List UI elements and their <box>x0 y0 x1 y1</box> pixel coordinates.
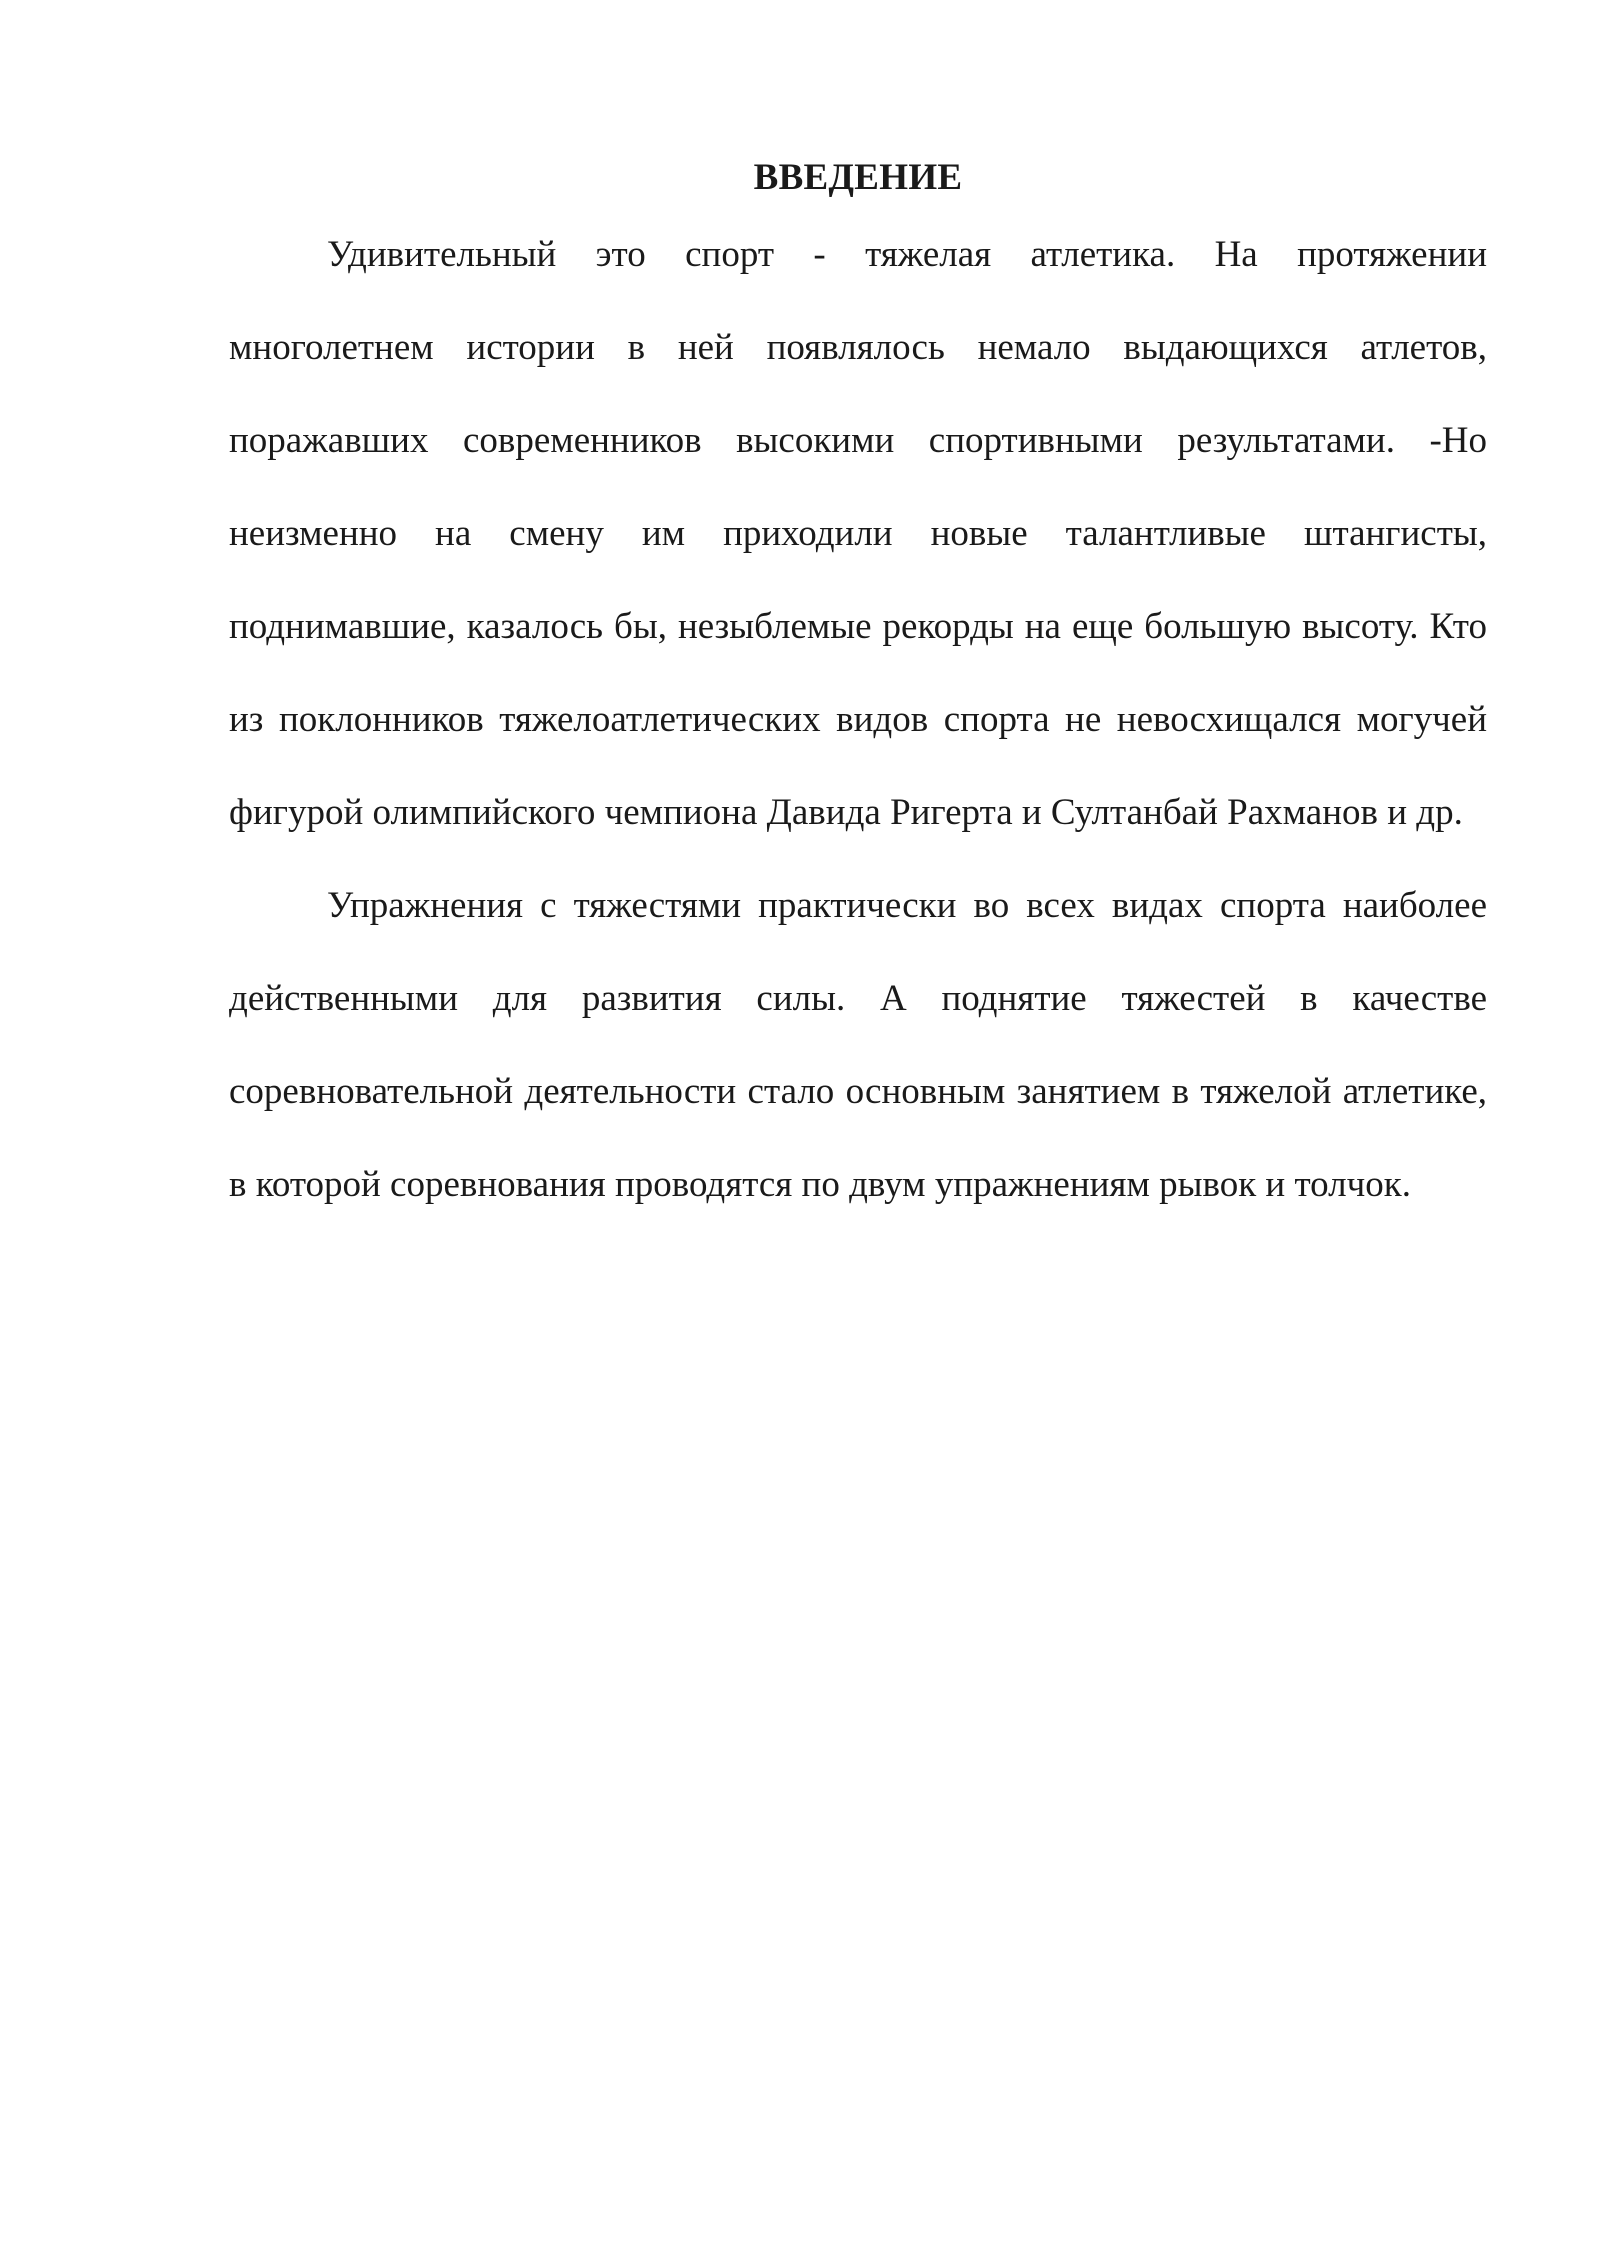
page-title: ВВЕДЕНИЕ <box>753 157 963 198</box>
document-body <box>229 148 1487 1231</box>
paragraph-intro: Удивительный это спорт - тяжелая атлетика. На протяжении многолетнем истории в ней появлялось немало выдающихся атлетов, поражавших современников высокими спортивными результатами. -Но неизменно на смену им приходили новые талантливые штангисты, поднимавшие, казалось бы, незыблемые рекорды на еще большую высоту. Кто из поклонников тяжелоатлетических видов спорта не невосхищался могучей фигурой олимпийского чемпиона Давида Ригерта и Султанбай Рахманов и др. <box>229 234 1487 833</box>
paragraph-exercises: Упражнения с тяжестями практически во всех видах спорта наиболее действенными для развития силы. А поднятие тяжестей в качестве соревновательной деятельности стало основным занятием в тяжелой атлетике, в которой соревнования проводятся по двум упражнениям рывок и толчок. <box>229 885 1487 1205</box>
